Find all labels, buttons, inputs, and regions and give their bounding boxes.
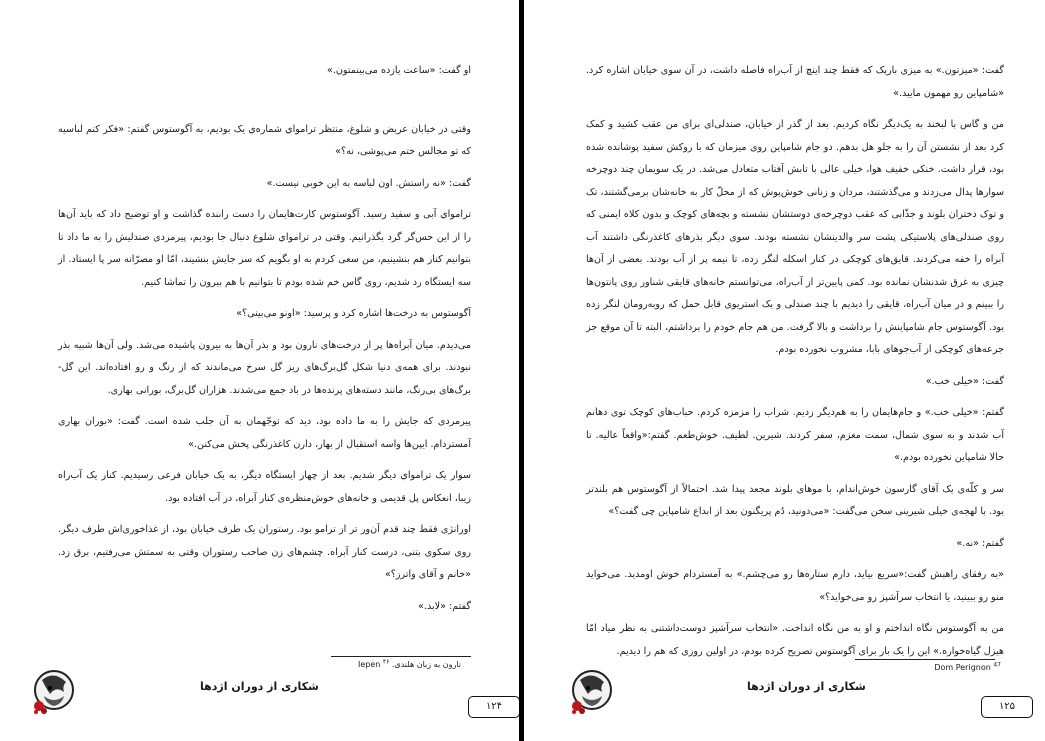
paragraph: ترامواي آبی و سفید رسید. آگوستوس کارت‌هایمان را دست راننده گذاشت و او توضیح داد که باید آن‌ها را از این حس‌گر گرد بگذرانیم. وقتی در ترامواي شلوغ دنبال جا بوديم، پیرمردی صندلیش را به ما داد تا بتوانیم کنار هم بنشینیم، من سعی کردم به او بگویم که سر جایش بنشیند، امّا او مصرّانه سر پا ایستاد. از سه ایستگاه رد شدیم، روی گاس خم شده بودم تا بتوانیم با هم بیرون را تماشا کنیم. bbox=[58, 209, 471, 288]
footnote-latin: Dom Perignon bbox=[934, 663, 991, 672]
paragraph: گفتم: «خیلی خب.» و جام‌هایمان را به هم‌دیگر زدیم. شراب را مزمزه کردم. حباب‌های کوچک توی دهانم آب شدند و به سوی شمال، سمت مغزم، سفر کردند. شیرین. لطیف. خوش‌طعم. گفتم:«واقعاً عالیه. تا حالا شامپاین نخورده بودم.» bbox=[586, 407, 1004, 463]
paragraph: گفت: «میزتون.» به میزی باریک که فقط چند اینچ از آب‌راه فاصله داشت، در آن سوی خیابان اشاره کرد. «شامپاین رو مهمون ماييد.» bbox=[586, 65, 1004, 99]
publisher-logo-icon bbox=[30, 666, 76, 718]
paragraph: من به آگوستوس نگاه انداختم و او به من نگاه انداخت. «انتخاب سرآشپز دوست‌داشتنی به نظر میاد امّا هیزل گیاه‌خواره.» این را یک بار برای آگوستوس تصریح کرده بودم، در اولین روزی که هم را دیدیم. bbox=[586, 623, 1004, 657]
paragraph: اورانژی فقط چند قدم آن‌ور تر از ترامو بود. رستوران یک طرف خیابان بود، از غذاخوری‌اش طرف دیگر. روی سکوی بتنی، درست کنار آبراه. چشم‌های زن صاحب رستوران وقتی به سمتش می‌رفتیم، برق زد. «خانم و آقای واترز؟» bbox=[58, 524, 471, 580]
paragraph: سوار یک ترامواي دیگر شدیم. بعد از چهار ایستگاه دیگر، به یک خیابان فرعی رسیدیم. کنار یک آب‌راه زیبا، انعکاس پل قدیمی و خانه‌های خوش‌منظره‌ی کنار آبراه، در آب افتاده بود. bbox=[58, 470, 471, 504]
right-page-body bbox=[586, 60, 1004, 672]
paragraph: پیرمردی که جایش را به ما داده بود، دید که توجّهمان به آن جلب شده است. گفت: «بوران بهاری آمستردام. ایپن‌ها واسه استقبال از بهار، دارن کاغذرنگی پخش می‌کنن.» bbox=[58, 416, 471, 450]
paragraph: گفت: «نه راستش. اون لباسه به این خوبی نیست.» bbox=[266, 177, 471, 189]
book-title: شکاری از دوران اژدها bbox=[747, 680, 866, 693]
footnote-divider bbox=[855, 659, 995, 660]
footnote-divider bbox=[331, 656, 471, 657]
page-number: ۱۲۴ bbox=[468, 696, 519, 718]
left-page bbox=[0, 0, 519, 741]
footnote bbox=[934, 663, 1001, 672]
paragraph: من و گاس با لبخند به یک‌دیگر نگاه کردیم. بعد از گذر از خیابان، صندلی‌ای برای من عقب کشید و کمک کرد بعد از نشستن آن را به جلو هل بدهم. دو جام شامپاین روی میزمان که با روکش سفید پوشانده شده بود، قرار داشت. خنکی خفیف هوا، خیلی عالی با تابش آفتاب متعادل می‌شد. در یک سویمان چند دوچرخه سوارها پدال می‌زدند و می‌گذشتند، مردان و زنانی خوش‌پوش که از محلّ کار به خانه‌شان برمی‌گشتند، تک و توک دختران بلوند و جذّابی که عقب دوچرخه‌ی دوستشان نشسته و بچه‌های کوچک و بدون کلاه ایمنی که روی صندلی‌های پلاستیکی پشت سر والدینشان نشسته بودند. سوی دیگر بذرهای کاغذرنگی داشتند آب آبراه را خفه می‌کردند. قایق‌های کوچکی در کنار اسکله لنگر زده، تا نیمه پر از آب بودند. بعضی از آن‌ها چیزی به غرق شدنشان نمانده بود. کمی پایین‌تر از آب‌راه، می‌توانستم خانه‌های قایقی شناور روی پانتون‌ها را ببینم و در میان آب‌راه، قایقی را دیدیم با چند صندلی و یک استریوی قابل حمل که روبه‌رومان لنگر زده بود. آگوستوس جام شامپاینش را برداشت و بالا گرفت. من هم جام خودم را برداشتم، البته تا آن موقع جز جرعه‌های کوچکی از آب‌جوهای بابا، مشروب نخورده بودم. bbox=[586, 119, 1004, 355]
footnote-number: ۴۶ bbox=[382, 658, 390, 666]
paragraph: آگوستوس به درخت‌ها اشاره کرد و پرسید: «اونو می‌بینی؟» bbox=[236, 308, 471, 319]
footnote-latin: Iepen bbox=[357, 660, 381, 669]
footnote bbox=[358, 660, 461, 669]
page-number: ۱۲۵ bbox=[981, 696, 1033, 718]
publisher-logo-icon bbox=[568, 666, 614, 718]
right-page bbox=[524, 0, 1045, 741]
paragraph: گفتم: «نه.» bbox=[956, 537, 1004, 549]
book-title: شکاری از دوران اژدها bbox=[200, 680, 319, 693]
paragraph: گفت: «خیلی خب.» bbox=[925, 375, 1004, 387]
paragraph: وقتی در خیابان عریض و شلوغ، منتظر ترامواي شماره‌ي يک بوديم، به آگوستوس گفتم: «فکر کنم لباسيه که تو مجالس ختم می‌پوشی، نه؟» bbox=[58, 123, 471, 157]
paragraph: گفتم: «لابد.» bbox=[418, 600, 471, 612]
paragraph: «به رفقای راهبش گفت:«سریع بیاید، دارم ستاره‌ها رو می‌چشم.» به آمستردام خوش اومدید. می‌خواید منو رو ببینید، یا انتخاب سرآشپز رو می‌خواید؟» bbox=[586, 569, 1004, 603]
paragraph: سر و کلّه‌ی یک آقای گارسون خوش‌اندام، با موهای بلوند مجعد پیدا شد. احتمالاً از آگوستوس هم بلندتر بود. با لهجه‌ی خیلی شیرینی سخن می‌گفت: «می‌دونید، دُم پریگنون بعد از ابداع شامپاین چی گفت؟» bbox=[586, 483, 1004, 517]
paragraph: او گفت: «ساعت یازده می‌بینمتون.» bbox=[326, 65, 471, 76]
paragraph: می‌دیدم. میان آبراه‌ها پر از درخت‌های نارون بود و بذر آن‌ها به بیرون پاشیده می‌شد. ولی آن‌ها شبیه بذر نبودند. برای همه‌ی دنیا شکل گل‌برگ‌های ریز گل سرخ می‌ماندند که از رنگ و رو افتاده‌اند. این گل-برگ‌های بی‌رنگ، مانند دسته‌های پرنده‌ها در باد جمع می‌شدند. هزاران گل‌برگ، بورانی بهاری. bbox=[58, 339, 471, 396]
footnote-number: 47 bbox=[993, 661, 1001, 669]
left-page-body bbox=[58, 60, 471, 627]
footnote-text: نارون به زبان هلندی. bbox=[391, 660, 461, 669]
